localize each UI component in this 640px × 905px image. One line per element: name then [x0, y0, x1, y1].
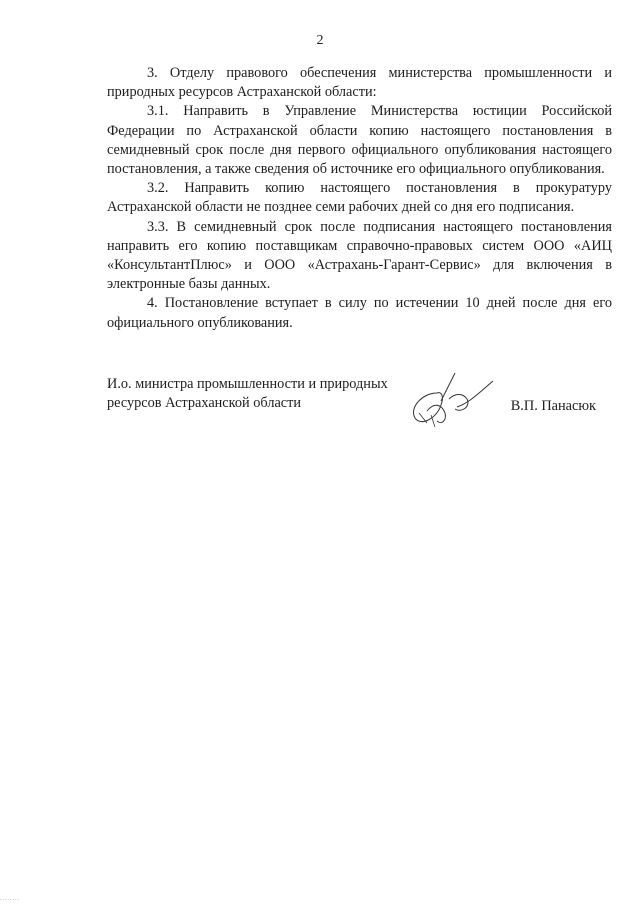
paragraph-3: 3. Отделу правового обеспечения министерства промышленности и природных ресурсов Астраханской области:	[107, 65, 612, 101]
signature-block	[107, 375, 612, 445]
paragraph-4: 4. Постановление вступает в силу по истечении 10 дней после дня его официального опубликования.	[107, 295, 612, 331]
handwritten-signature-icon	[397, 363, 507, 433]
paragraph-3-3: 3.3. В семидневный срок после подписания настоящего постановления направить его копию поставщикам справочно-правовых систем ООО «АИЦ «КонсультантПлюс» и ООО «Астрахань-Гарант-Сервис» для включения в электронные базы данных.	[107, 218, 612, 293]
signer-position: И.о. министра промышленности и природных ресурсов Астраханской области	[107, 376, 388, 411]
document-body	[107, 64, 612, 333]
scan-mark: ........	[0, 896, 20, 902]
signer-name: В.П. Панасюк	[510, 398, 596, 414]
page-number: 2	[316, 33, 324, 48]
paragraph-3-1: 3.1. Направить в Управление Министерства юстиции Российской Федерации по Астраханской области копию настоящего постановления в семидневный срок после дня первого официального опубликования настоящего постановления, а также сведения об источнике его официального опубликования.	[107, 103, 612, 178]
paragraph-3-2: 3.2. Направить копию настоящего постановления в прокуратуру Астраханской области не позднее семи рабочих дней со дня его подписания.	[107, 180, 612, 216]
